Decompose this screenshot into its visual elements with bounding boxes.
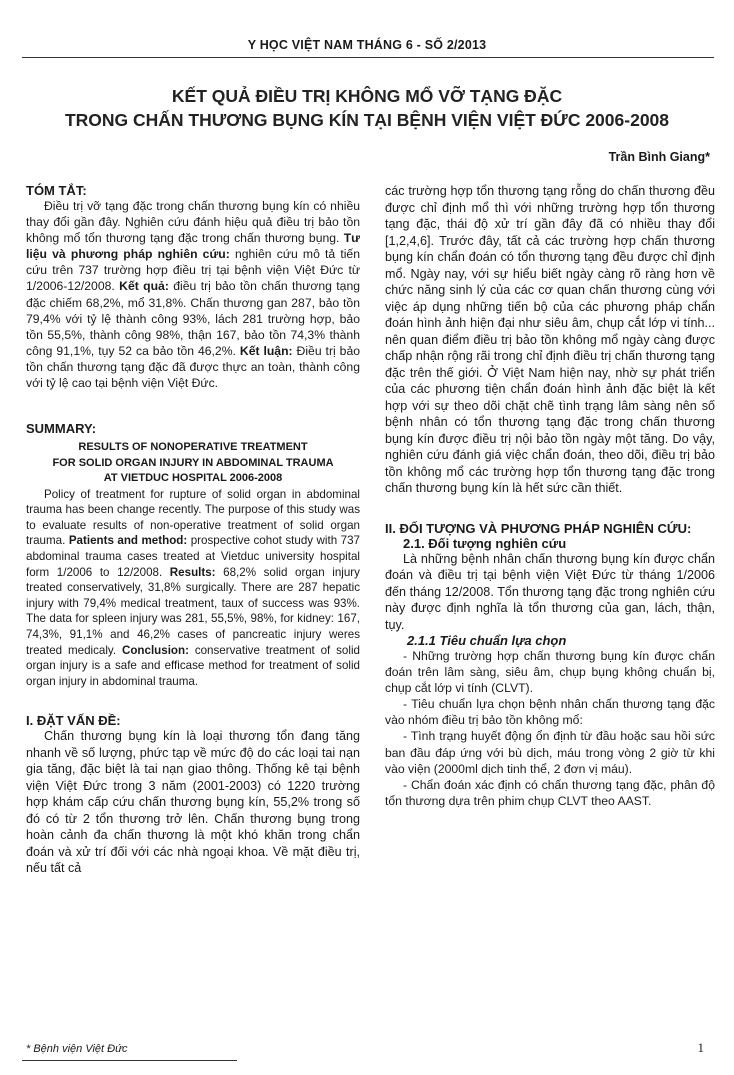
summary-method-text: prospective cohot study with 737 abdominal trauma cases treated at Vietduc university hospital form 1/2006 to 12/2008. bbox=[26, 534, 360, 579]
header-divider bbox=[22, 57, 714, 58]
summary-title-line-3: AT VIETDUC HOSPITAL 2006-2008 bbox=[103, 472, 283, 485]
footnote: * Bệnh viện Việt Đức bbox=[26, 1043, 128, 1055]
abstract-result-text: điều trị bảo tồn chấn thương tạng đặc chiếm 68,2%, mổ 31,8%. Chấn thương gan 287, bảo tồn 79,4% với tỷ lệ thành công 93%, lách 281 trường hợp, bảo tồn 55,5%, thành công 98%, thận 167, bảo tồn 74,3% thành công 91,1%, tụy 52 ca bảo tồn 46,2%. bbox=[26, 279, 361, 358]
summary-body bbox=[26, 487, 360, 690]
summary-heading: SUMMARY: bbox=[26, 421, 97, 437]
abstract-body bbox=[26, 198, 360, 391]
subsection-2-1-paragraph: Là những bệnh nhân chấn thương bụng kín được chẩn đoán và điều trị tại bệnh viện Việt Đức từ tháng 1/2006 đến tháng 12/2008. Tổn thương tạng đặc trong nghiên cứu này được định nghĩa là tổn thương của gan, lách, thận, tụy. bbox=[385, 551, 715, 632]
abstract-method-label: Tư liệu và phương pháp nghiên cứu: bbox=[26, 231, 361, 262]
summary-title-line-1: RESULTS OF NONOPERATIVE TREATMENT bbox=[78, 441, 308, 454]
abstract-conclusion-label: Kết luận: bbox=[239, 343, 293, 358]
footnote-divider bbox=[22, 1060, 237, 1061]
section-1-paragraph: Chấn thương bụng kín là loại thương tổn đang tăng nhanh về số lượng, phức tạp về mức độ do các loại tai nạn gia tăng, đặc biệt là tai nạn giao thông. Thống kê tại bệnh viện Việt Đức trong 3 năm (2001-2003) có 1220 trường hợp khám cấp cứu chấn thương bụng kín, 55,2% trong số đó có từ 2 tổn thương trở lên. Chấn thương bụng trong hoàn cảnh đa chấn thương là một khó khăn trong chẩn đoán và xử trí đối với các nhà ngoại khoa. Về mặt điều trị, nếu tất cả bbox=[26, 729, 360, 876]
title-line-1: KẾT QUẢ ĐIỀU TRỊ KHÔNG MỔ VỠ TẠNG ĐẶC bbox=[171, 86, 563, 106]
title-line-2: TRONG CHẤN THƯƠNG BỤNG KÍN TẠI BỆNH VIỆN VIỆT ĐỨC 2006-2008 bbox=[64, 110, 670, 130]
left-column bbox=[26, 183, 360, 877]
summary-intro: Policy of treatment for rupture of solid organ in abdominal trauma has been change recently. The purpose of this study was to evaluate results of non-operative treatment of solid organ trauma. bbox=[26, 487, 360, 548]
page-number: 1 bbox=[697, 1040, 704, 1055]
subsection-2-1-1-heading: 2.1.1 Tiêu chuẩn lựa chọn bbox=[407, 633, 567, 648]
criteria-item-1: - Những trường hợp chấn thương bụng kín được chẩn đoán trên lâm sàng, siêu âm, chụp bụng không chuẩn bị, chụp cắt lớp vi tính (CLVT). bbox=[385, 649, 715, 696]
subsection-2-1-heading: 2.1. Đối tượng nghiên cứu bbox=[403, 535, 567, 551]
author: Trần Bình Giang* bbox=[608, 150, 710, 164]
journal-header: Y HỌC VIỆT NAM THÁNG 6 - SỐ 2/2013 bbox=[247, 38, 487, 52]
abstract-result-label: Kết quả: bbox=[119, 279, 169, 294]
summary-result-text: 68,2% solid organ injury treated conservatively, 31,8% surgically. There are 287 hepatic injury with 79,4% medical treatment, taux of success was 93%. The data for spleen injury was 281, 55,5%, 98%, for kidney: 167, 74,3%, 91,1% and 46,2% cases of pancreatic injury weres treated medicaly. bbox=[26, 565, 360, 657]
section-1-paragraph-continued: các trường hợp tổn thương tạng rỗng do chấn thương đều được chỉ định mổ thì với những trường hợp tổn thương tạng đặc, thái độ xử trí gần đây đã có nhiều thay đổi [1,2,4,6]. Trước đây, tất cả các trường hợp chấn thương bụng kín chẩn đoán có tổn thương tạng đều được chỉ định mổ. Ngày nay, với sự hiểu biết ngày càng rõ ràng hơn về chức năng sinh lý của các cơ quan chấn thương cùng với việc áp dụng những tiến bộ của các phương pháp chẩn đoán hình ảnh hiện đại như siêu âm, chụp cắt lớp vi tính... nên quan điểm điều trị bảo tồn không mổ ngày càng được chấp nhận rộng rãi trong chỉ định điều trị chấn thương tạng đặc trên thế giới. Ở Việt Nam hiện nay, nhờ sự phát triển của các phương tiện chẩn đoán hình ảnh đặc biệt là kết hợp với sự theo dõi chặt chẽ tình trạng lâm sàng nên số bệnh nhân có tổn thương tạng đặc trong chấn thương bụng kín được điều trị nội bảo tồn ngày một tăng. Do vậy, nghiên cứu đánh giá việc chẩn đoán, theo dõi, điều trị bảo tồn không mổ các trường hợp tổn thương tạng đặc trong chấn thương bụng kín là hết sức cần thiết. bbox=[385, 184, 715, 495]
abstract-heading: TÓM TẮT: bbox=[26, 183, 87, 198]
summary-conclusion-text: conservative treatment of solid organ injury is a safe and efficase method for treatment of solid organ injury in abdominal trauma. bbox=[26, 643, 360, 688]
section-1-heading: I. ĐẶT VẤN ĐỀ: bbox=[26, 713, 121, 729]
summary-result-label: Results: bbox=[169, 565, 216, 579]
criteria-item-3: - Tình trạng huyết động ổn định từ đầu hoặc sau hồi sức ban đầu đáp ứng với bù dịch, máu trong vòng 2 giờ từ khi vào viện (2000ml dịch tinh thể, 2 đơn vị máu). bbox=[385, 729, 715, 776]
abstract-conclusion-text: Điều trị bảo tồn chấn thương tạng đặc đã được thực an toàn, thành công với tỷ lệ cao tại bệnh viện Việt Đức. bbox=[26, 343, 360, 391]
abstract-intro: Điều trị vỡ tạng đặc trong chấn thương bụng kín có nhiều thay đổi gần đây. Nghiên cứu đánh hiệu quả điều trị bảo tồn không mổ tổn thương tạng đặc trong chấn thương bụng. bbox=[26, 199, 360, 246]
abstract-method-text: nghiên cứu mô tả tiến cứu trên 737 trường hợp điều trị tại bệnh viện Việt Đức từ 1/2006-12/2008. bbox=[26, 247, 360, 294]
criteria-item-2: - Tiêu chuẩn lựa chọn bệnh nhân chấn thương tạng đặc vào nhóm điều trị bảo tồn không mổ: bbox=[385, 697, 715, 728]
summary-method-label: Patients and method: bbox=[68, 534, 188, 548]
summary-title-line-2: FOR SOLID ORGAN INJURY IN ABDOMINAL TRAUMA bbox=[52, 456, 334, 469]
criteria-item-4: - Chẩn đoán xác định có chấn thương tạng đặc, phân độ tổn thương dựa trên phim chụp CLVT theo AAST. bbox=[385, 777, 715, 808]
section-2-heading: II. ĐỐI TƯỢNG VÀ PHƯƠNG PHÁP NGHIÊN CỨU: bbox=[385, 520, 692, 536]
article-title bbox=[0, 84, 734, 132]
summary-conclusion-label: Conclusion: bbox=[121, 643, 189, 657]
right-column bbox=[385, 183, 715, 809]
